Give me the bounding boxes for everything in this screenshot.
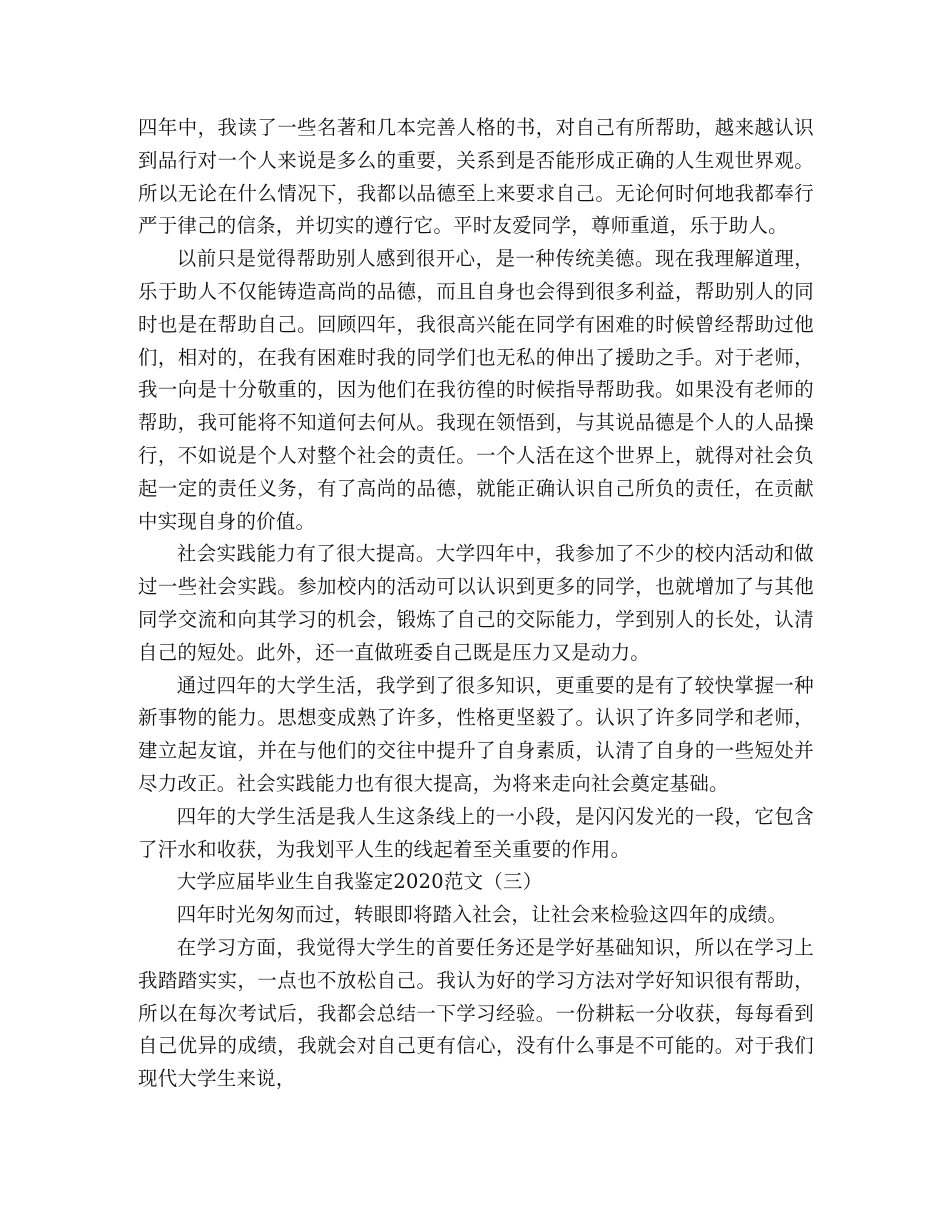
paragraph-5: 四年的大学生活是我人生这条线上的一小段，是闪闪发光的一段，它包含了汗水和收获，为我划平人生的线起着至关重要的作用。 [138, 804, 814, 861]
paragraph-1: 四年中，我读了一些名著和几本完善人格的书，对自己有所帮助，越来越认识到品行对一个人来说是多么的重要，关系到是否能形成正确的人生观世界观。所以无论在什么情况下，我都以品德至上来要求自己。无论何时何地我都奉行严于律己的信条，并切实的遵行它。平时友爱同学，尊师重道，乐于助人。 [138, 116, 814, 238]
paragraph-3: 社会实践能力有了很大提高。大学四年中，我参加了不少的校内活动和做过一些社会实践。参加校内的活动可以认识到更多的同学，也就增加了与其他同学交流和向其学习的机会，锻炼了自己的交际能力，学到别人的长处，认清自己的短处。此外，还一直做班委自己既是压力又是动力。 [138, 542, 814, 664]
document-body [138, 112, 814, 1096]
paragraph-6: 四年时光匆匆而过，转眼即将踏入社会，让社会来检验这四年的成绩。 [176, 903, 788, 927]
paragraph-2: 以前只是觉得帮助别人感到很开心，是一种传统美德。现在我理解道理，乐于助人不仅能铸造高尚的品德，而且自身也会得到很多利益，帮助别人的同时也是在帮助自己。回顾四年，我很高兴能在同学有困难的时候曾经帮助过他们，相对的，在我有困难时我的同学们也无私的伸出了援助之手。对于老师，我一向是十分敬重的，因为他们在我彷徨的时候指导帮助我。如果没有老师的帮助，我可能将不知道何去何从。我现在领悟到，与其说品德是个人的人品操行，不如说是个人对整个社会的责任。一个人活在这个世界上，就得对社会负起一定的责任义务，有了高尚的品德，就能正确认识自己所负的责任，在贡献中实现自身的价值。 [138, 247, 814, 533]
paragraph-4: 通过四年的大学生活，我学到了很多知识，更重要的是有了较快掌握一种新事物的能力。思想变成熟了许多，性格更坚毅了。认识了许多同学和老师，建立起友谊，并在与他们的交往中提升了自身素质，认清了自身的一些短处并尽力改正。社会实践能力也有很大提高，为将来走向社会奠定基础。 [138, 673, 814, 795]
paragraph-7: 在学习方面，我觉得大学生的首要任务还是学好基础知识，所以在学习上我踏踏实实，一点也不放松自己。我认为好的学习方法对学好知识很有帮助，所以在每次考试后，我都会总结一下学习经验。一份耕耘一分收获，每每看到自己优异的成绩，我就会对自己更有信心，没有什么事是不可能的。对于我们现代大学生来说， [138, 935, 814, 1091]
section-heading: 大学应届毕业生自我鉴定2020范文（三） [176, 870, 543, 894]
